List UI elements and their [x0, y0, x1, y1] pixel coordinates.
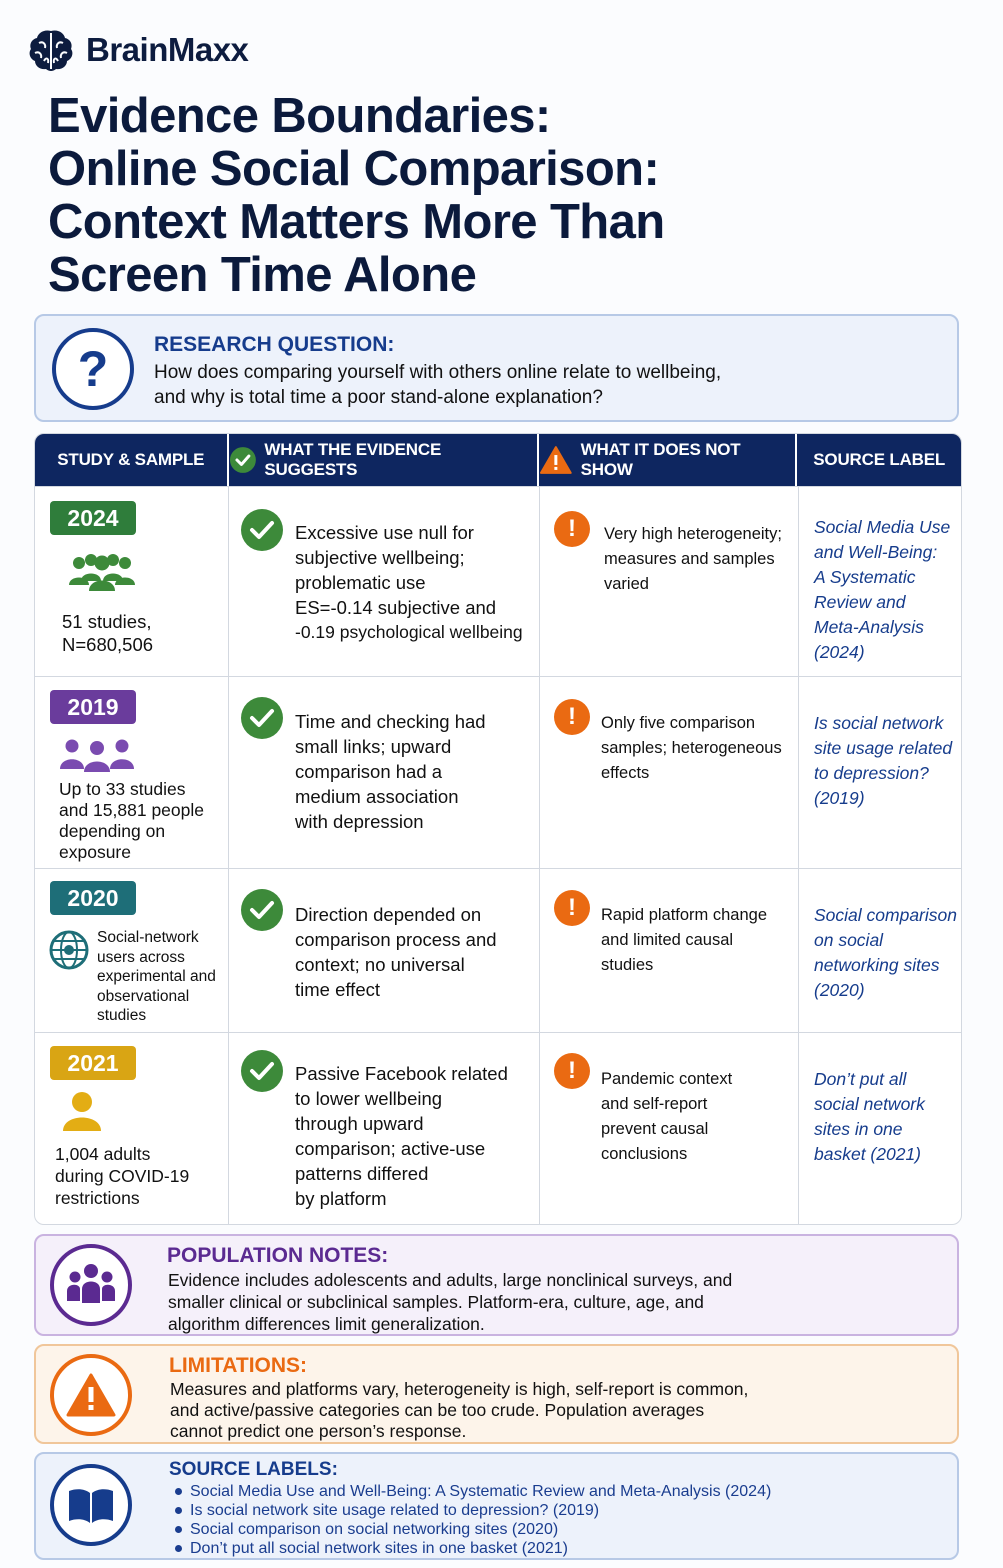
- limitation-line: varied: [604, 575, 649, 593]
- source-line: networking sites: [814, 955, 940, 975]
- source-line: Social comparison: [814, 905, 957, 925]
- sample-line: 1,004 adults: [55, 1144, 151, 1164]
- limitation-text: [601, 711, 792, 786]
- source-text: [814, 711, 957, 811]
- check-icon: [241, 509, 283, 551]
- limitation-line: and limited causal: [601, 931, 734, 949]
- warning-triangle-icon: [539, 445, 573, 475]
- study-cell: [35, 869, 229, 1032]
- research-question-text: [154, 360, 939, 410]
- header-limitation-label: WHAT IT DOES NOT SHOW: [580, 440, 741, 479]
- evidence-line: with depression: [295, 811, 424, 832]
- source-text: [814, 903, 957, 1003]
- evidence-cell: [229, 677, 540, 868]
- source-line: A Systematic: [814, 567, 916, 587]
- source-labels-box: [34, 1452, 959, 1560]
- evidence-table: [34, 433, 962, 1225]
- evidence-line: to lower wellbeing: [295, 1088, 443, 1109]
- evidence-line: ES=-0.14 subjective and: [295, 597, 497, 618]
- evidence-line: Time and checking had: [295, 711, 486, 732]
- research-question-heading: RESEARCH QUESTION:: [154, 333, 395, 356]
- sample-line: depending on: [59, 821, 166, 841]
- evidence-cell: [229, 869, 540, 1032]
- limitation-line: Only five comparison: [601, 714, 756, 732]
- sample-text: [59, 779, 204, 863]
- study-cell: [35, 1033, 229, 1225]
- source-line: (2020): [814, 980, 865, 1000]
- globe-icon: [48, 929, 90, 971]
- source-line: to depression?: [814, 763, 929, 783]
- limitations-line: cannot predict one person’s response.: [170, 1421, 467, 1441]
- limitation-line: studies: [601, 956, 654, 974]
- page-title: [48, 90, 948, 302]
- source-line: sites in one: [814, 1119, 903, 1139]
- source-line: Is social network: [814, 713, 944, 733]
- brain-icon: [26, 25, 76, 75]
- year-badge: 2020: [50, 881, 136, 915]
- list-item: Social comparison on social networking sites (2020): [172, 1520, 771, 1539]
- table-row: [35, 1032, 961, 1225]
- sample-line: studies: [97, 1007, 147, 1024]
- evidence-line: context; no universal: [295, 954, 465, 975]
- limitations-box: [34, 1344, 959, 1444]
- source-line: social network: [814, 1094, 925, 1114]
- source-labels-list: [172, 1482, 771, 1558]
- source-line: site usage related: [814, 738, 953, 758]
- limitation-line: and self-report: [601, 1095, 708, 1113]
- brand-name: BrainMaxx: [86, 31, 249, 68]
- header-limitation: [539, 434, 797, 486]
- year-badge: 2019: [50, 690, 136, 724]
- check-icon: [241, 1050, 283, 1092]
- evidence-line: medium association: [295, 786, 459, 807]
- source-line: basket (2021): [814, 1144, 922, 1164]
- brand: [26, 24, 248, 76]
- sample-line: restrictions: [55, 1188, 140, 1208]
- sample-text: [62, 610, 153, 656]
- exclamation-icon: !: [554, 699, 590, 735]
- list-item: Social Media Use and Well-Being: A Systematic Review and Meta-Analysis (2024): [172, 1482, 771, 1501]
- limitation-cell: [540, 487, 799, 676]
- evidence-line: Passive Facebook related: [295, 1063, 508, 1084]
- table-row: [35, 868, 961, 1032]
- source-line: Review and: [814, 592, 906, 612]
- source-cell: [799, 869, 962, 1032]
- evidence-line: time effect: [295, 979, 381, 1000]
- sample-line: during COVID-19: [55, 1166, 190, 1186]
- limitation-text: [601, 1067, 792, 1167]
- limitation-cell: [540, 677, 799, 868]
- source-line: (2019): [814, 788, 865, 808]
- source-line: Social Media Use: [814, 517, 951, 537]
- evidence-line: by platform: [295, 1188, 387, 1209]
- limitation-line: measures and samples: [604, 550, 775, 568]
- limitation-line: Rapid platform change: [601, 906, 768, 924]
- limitation-line: effects: [601, 764, 650, 782]
- source-cell: [799, 1033, 962, 1225]
- limitations-heading: LIMITATIONS:: [169, 1354, 308, 1377]
- check-icon: [241, 889, 283, 931]
- source-line: and Well-Being:: [814, 542, 938, 562]
- research-question-box: [34, 314, 959, 422]
- sample-line: experimental and: [97, 968, 216, 985]
- evidence-text: [295, 520, 533, 645]
- limitation-line: prevent causal: [601, 1120, 709, 1138]
- sample-line: N=680,506: [62, 634, 154, 655]
- header-evidence: [229, 434, 539, 486]
- sample-text: [55, 1143, 189, 1209]
- header-study-sample: STUDY & SAMPLE: [35, 434, 229, 486]
- source-text: [814, 515, 957, 665]
- warning-icon: [50, 1354, 132, 1436]
- source-cell: [799, 677, 962, 868]
- year-badge: 2024: [50, 501, 136, 535]
- year-badge: 2021: [50, 1046, 136, 1080]
- source-text: [814, 1067, 957, 1167]
- table-header: [35, 434, 961, 486]
- check-icon: [241, 697, 283, 739]
- sample-line: exposure: [59, 842, 131, 862]
- header-evidence-label: WHAT THE EVIDENCE SUGGESTS: [264, 440, 442, 479]
- table-row: [35, 486, 961, 676]
- sample-line: Up to 33 studies: [59, 779, 186, 799]
- exclamation-icon: !: [554, 890, 590, 926]
- source-labels-heading: SOURCE LABELS:: [169, 1459, 338, 1480]
- limitations-text: [170, 1379, 939, 1442]
- evidence-text: [295, 709, 533, 834]
- limitation-text: [604, 522, 792, 597]
- sample-line: 51 studies,: [62, 611, 152, 632]
- evidence-line: Excessive use null for: [295, 522, 474, 543]
- source-line: (2024): [814, 642, 865, 662]
- limitations-line: Measures and platforms vary, heterogeneity is high, self-report is common,: [170, 1379, 749, 1399]
- sample-line: and 15,881 people: [59, 800, 204, 820]
- evidence-text: [295, 1061, 533, 1211]
- header-source: SOURCE LABEL: [797, 434, 961, 486]
- evidence-line: comparison process and: [295, 929, 497, 950]
- sample-line: observational: [97, 987, 190, 1005]
- exclamation-icon: !: [554, 1053, 590, 1089]
- group-icon: [67, 551, 137, 593]
- evidence-line: through upward: [295, 1113, 424, 1134]
- title-line: Context Matters More Than: [48, 195, 665, 249]
- limitation-line: Very high heterogeneity;: [604, 525, 782, 543]
- research-question-line: and why is total time a poor stand-alone explanation?: [154, 387, 603, 408]
- evidence-line: comparison had a: [295, 761, 443, 782]
- limitation-text: [601, 903, 792, 978]
- limitation-cell: [540, 869, 799, 1032]
- study-cell: [35, 677, 229, 868]
- population-notes-line: algorithm differences limit generalization.: [168, 1314, 485, 1334]
- table-row: [35, 676, 961, 868]
- population-notes-heading: POPULATION NOTES:: [167, 1244, 389, 1267]
- source-line: on social: [814, 930, 884, 950]
- sample-text: [97, 928, 216, 1026]
- evidence-cell: [229, 1033, 540, 1225]
- evidence-line: -0.19 psychological wellbeing: [295, 622, 523, 642]
- evidence-line: subjective wellbeing;: [295, 547, 465, 568]
- population-notes-line: smaller clinical or subclinical samples. Platform-era, culture, age, and: [168, 1292, 704, 1312]
- list-item: Is social network site usage related to depression? (2019): [172, 1501, 771, 1520]
- title-line: Online Social Comparison:: [48, 142, 660, 196]
- evidence-line: problematic use: [295, 572, 426, 593]
- evidence-cell: [229, 487, 540, 676]
- check-icon: [229, 446, 257, 474]
- sample-line: Social-network: [97, 929, 199, 946]
- population-notes-line: Evidence includes adolescents and adults, large nonclinical surveys, and: [168, 1270, 733, 1290]
- limitation-line: conclusions: [601, 1145, 688, 1163]
- evidence-line: small links; upward: [295, 736, 452, 757]
- evidence-line: patterns differed: [295, 1163, 429, 1184]
- title-line: Evidence Boundaries:: [48, 89, 551, 143]
- source-line: Meta-Analysis: [814, 617, 924, 637]
- question-icon: ?: [52, 328, 134, 410]
- limitations-line: and active/passive categories can be too crude. Population averages: [170, 1400, 705, 1420]
- study-cell: [35, 487, 229, 676]
- source-cell: [799, 487, 962, 676]
- book-icon: [50, 1464, 132, 1546]
- evidence-text: [295, 902, 533, 1002]
- exclamation-icon: !: [554, 511, 590, 547]
- sample-line: users across: [97, 948, 185, 966]
- research-question-line: How does comparing yourself with others online relate to wellbeing,: [154, 362, 722, 383]
- population-notes-box: [34, 1234, 959, 1336]
- evidence-line: Direction depended on: [295, 904, 482, 925]
- limitation-line: Pandemic context: [601, 1070, 733, 1088]
- population-notes-text: [168, 1269, 939, 1335]
- evidence-line: comparison; active-use: [295, 1138, 486, 1159]
- people-group-icon: [50, 1244, 132, 1326]
- people-icon: [59, 737, 135, 773]
- limitation-line: samples; heterogeneous: [601, 739, 782, 757]
- title-line: Screen Time Alone: [48, 248, 477, 302]
- source-line: Don’t put all: [814, 1069, 907, 1089]
- person-icon: [61, 1091, 103, 1131]
- limitation-cell: [540, 1033, 799, 1225]
- list-item: Don’t put all social network sites in one basket (2021): [172, 1539, 771, 1558]
